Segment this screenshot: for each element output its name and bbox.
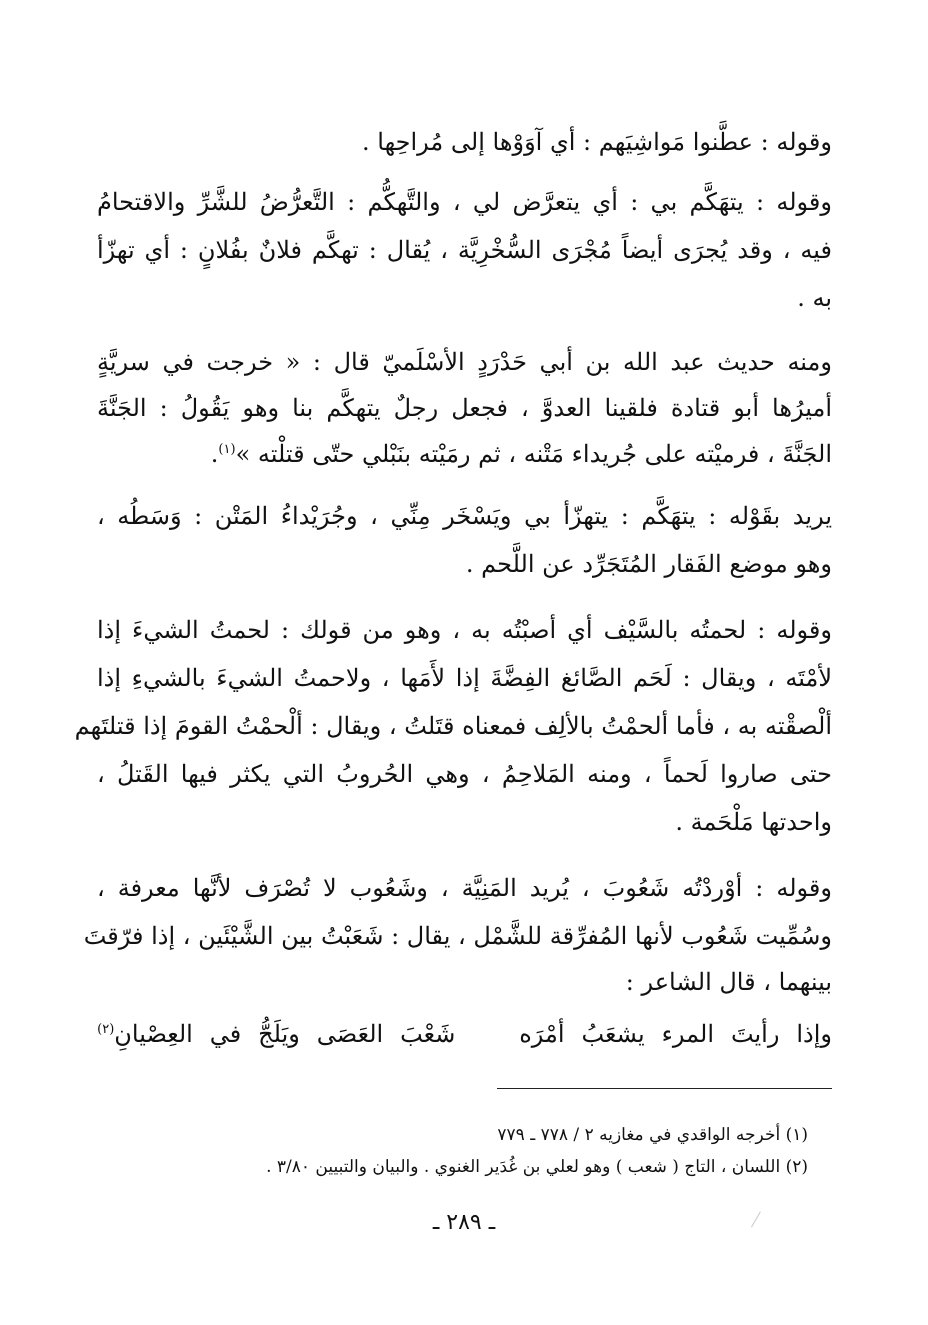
- text-line: وقوله : أوْردْتُه شَعُوبَ ، يُريد المَنِيَّة ، وشَعُوب لا تُصْرَف لأنَّها معرفة ،: [97, 874, 832, 902]
- text-line: بينهما ، قال الشاعر :: [625, 968, 832, 996]
- text-line: لأمْتَه ، ويقال : لَحَم الصَّائغ الفِضَّةَ إذا لأَمَها ، ولاحمتُ الشيءَ بالشيءِ إذا: [97, 664, 832, 692]
- verse-word: رأيتَ: [730, 1020, 780, 1048]
- hemistich-gap: [472, 1012, 502, 1056]
- verse-last-word: العِصْيانِ: [114, 1020, 193, 1048]
- text-line: الجَنَّةَ ، فرميْته على جُريداء مَتْنه ، ثم رمَيْته بنَبْلي حتّى قتلْته »$^{(١)}$.: [210, 440, 832, 468]
- text-line: وقوله : لحمتُه بالسَّيْف أي أصبْتُه به ، وهو من قولك : لحمتُ الشيءَ إذا: [97, 616, 832, 644]
- verse-word: يشعَبُ: [581, 1020, 645, 1048]
- verse-word: وإذا: [796, 1020, 832, 1048]
- text-line: وهو موضع الفَقار المُتَجَرِّد عن اللَّحم .: [465, 550, 832, 578]
- footnote: (٢) اللسان ، التاج ( شعب ) وهو لعلي بن غُدَير الغنوي . والبيان والتبيين ٣/٨٠ .: [266, 1157, 808, 1177]
- text-line: ومنه حديث عبد الله بن أبي حَدْرَدٍ الأسْلَميّ قال : « خرجت في سريَّةٍ: [97, 348, 832, 376]
- text-line: يريد بقَوْله : يتهَكَّم : يتهزّأ بي ويَسْخَر مِنِّي ، وجُرَيْداءُ المَتْن : وَسَطُه ،: [97, 502, 832, 530]
- text-line: وقوله : عطَّنوا مَواشِيَهم : أي آوَوْها إلى مُراحِها .: [362, 128, 832, 156]
- footnote-separator: [497, 1088, 832, 1089]
- page-number: ـ ٢٨٩ ـ: [432, 1210, 496, 1235]
- verse-word: شَعْبَ: [400, 1020, 456, 1048]
- text-line: فيه ، وقد يُجرَى أيضاً مُجْرَى السُّخْرِيَّة ، يُقال : تهكَّم فلانٌ بفُلانٍ : أي تهزّأ: [97, 236, 832, 264]
- footnote: (١) أخرجه الواقدي في مغازيه ٢ / ٧٧٨ ـ ٧٧٩: [497, 1125, 808, 1145]
- verse-word: ويَلَجُّ: [258, 1020, 300, 1048]
- text-line: به .: [797, 284, 832, 312]
- text-line: حتى صاروا لَحماً ، ومنه المَلاحِمُ ، وهي الحُروبُ التي يكثر فيها القَتلُ ،: [97, 760, 832, 788]
- poem-verse: [97, 1012, 832, 1056]
- verse-word: العَصَى: [316, 1020, 384, 1048]
- footnote-ref-2: (٢): [97, 1022, 115, 1037]
- verse-word: المرء: [661, 1020, 715, 1048]
- verse-word: [97, 1012, 193, 1056]
- text-line: ألْصقْته به ، فأما ألحمْتُ بالألِف فمعناه قتَلتُ ، ويقال : ألْحمْتُ القومَ إذا قتلتَهم: [74, 712, 832, 740]
- quote-text: الجَنَّةَ ، فرميْته على جُريداء مَتْنه ، ثم رمَيْته بنَبْلي حتّى قتلْته »: [235, 440, 832, 468]
- verse-word: أمْرَه: [519, 1020, 565, 1048]
- text-line: وقوله : يتهَكَّم بي : أي يتعرَّض لي ، والتَّهكُّم : التَّعرُّضُ للشَّرِّ والاقتحامُ: [97, 188, 832, 216]
- text-line: واحدتها مَلْحَمة .: [675, 808, 832, 836]
- footnote-ref-1: (١): [218, 442, 236, 457]
- text-line: أميرُها أبو قتادة فلقينا العدوَّ ، فجعل رجلٌ يتهكَّم بنا وهو يَقُولُ : الجَنَّةَ: [97, 394, 832, 422]
- text-line: وسُمِّيت شَعُوب لأنها المُفرِّقة للشَّمْل ، يقال : شَعَبْتُ بين الشَّيْئَين ، إذا فرّقتَ: [83, 922, 832, 950]
- verse-word: في: [209, 1020, 242, 1048]
